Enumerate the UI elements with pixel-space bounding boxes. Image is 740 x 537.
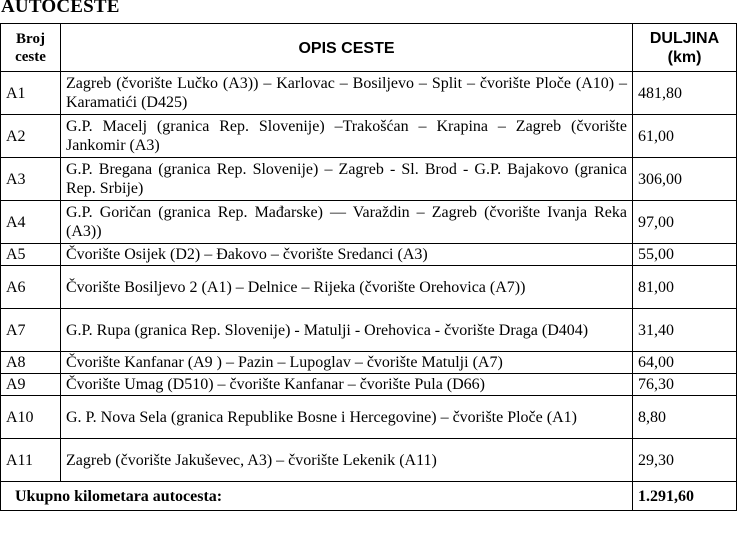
road-length: 31,40 [633, 309, 737, 352]
road-length: 81,00 [633, 266, 737, 309]
road-length: 97,00 [633, 201, 737, 244]
road-code: A2 [1, 115, 61, 158]
table-row [1, 72, 737, 115]
road-description: G.P. Macelj (granica Rep. Slovenije) –Trakošćan – Krapina – Zagreb (čvorište Jankomir (A3) [61, 115, 633, 158]
table-row [1, 201, 737, 244]
table-row [1, 439, 737, 482]
road-description: Čvorište Osijek (D2) – Đakovo – čvorište Sredanci (A3) [61, 244, 633, 266]
road-length: 64,00 [633, 352, 737, 374]
road-description: Čvorište Umag (D510) – čvorište Kanfanar – čvorište Pula (D66) [61, 374, 633, 396]
road-description: G.P. Bregana (granica Rep. Slovenije) – Zagreb - Sl. Brod - G.P. Bajakovo (granica Rep. Srbije) [61, 158, 633, 201]
road-code: A9 [1, 374, 61, 396]
road-length: 76,30 [633, 374, 737, 396]
road-code: A3 [1, 158, 61, 201]
table-row [1, 396, 737, 439]
total-row [1, 482, 737, 511]
header-length-line1: DULJINA [649, 29, 720, 47]
road-code: A7 [1, 309, 61, 352]
road-description: Čvorište Bosiljevo 2 (A1) – Delnice – Rijeka (čvorište Orehovica (A7)) [61, 266, 633, 309]
table-row [1, 352, 737, 374]
road-description: Zagreb (čvorište Lučko (A3)) – Karlovac – Bosiljevo – Split – čvorište Ploče (A10) – Karamatići (D425) [61, 72, 633, 115]
total-label: Ukupno kilometara autocesta: [1, 482, 633, 511]
header-road-number [1, 24, 61, 72]
table-row [1, 266, 737, 309]
road-code: A1 [1, 72, 61, 115]
road-code: A8 [1, 352, 61, 374]
road-length: 8,80 [633, 396, 737, 439]
page-title: AUTOCESTE [1, 0, 120, 17]
total-value: 1.291,60 [633, 482, 737, 511]
header-description: OPIS CESTE [61, 24, 633, 72]
road-length: 61,00 [633, 115, 737, 158]
table-row [1, 158, 737, 201]
road-code: A5 [1, 244, 61, 266]
header-length-line2: (km) [667, 48, 702, 66]
road-length: 29,30 [633, 439, 737, 482]
road-code: A11 [1, 439, 61, 482]
road-code: A6 [1, 266, 61, 309]
road-description: G. P. Nova Sela (granica Republike Bosne i Hercegovine) – čvorište Ploče (A1) [61, 396, 633, 439]
header-road-number-line1: Broj [16, 30, 45, 47]
table-row [1, 374, 737, 396]
road-length: 306,00 [633, 158, 737, 201]
motorways-table [0, 23, 737, 511]
road-description: G.P. Goričan (granica Rep. Mađarske) — Varaždin – Zagreb (čvorište Ivanja Reka (A3)) [61, 201, 633, 244]
table-row [1, 309, 737, 352]
road-description: Čvorište Kanfanar (A9 ) – Pazin – Lupoglav – čvorište Matulji (A7) [61, 352, 633, 374]
road-description: Zagreb (čvorište Jakuševec, A3) – čvorište Lekenik (A11) [61, 439, 633, 482]
road-description: G.P. Rupa (granica Rep. Slovenije) - Matulji - Orehovica - čvorište Draga (D404) [61, 309, 633, 352]
table-row [1, 244, 737, 266]
road-code: A10 [1, 396, 61, 439]
table-row [1, 115, 737, 158]
header-road-number-line2: ceste [15, 48, 46, 65]
road-code: A4 [1, 201, 61, 244]
road-length: 55,00 [633, 244, 737, 266]
road-length: 481,80 [633, 72, 737, 115]
table-header-row [1, 24, 737, 72]
header-length [633, 24, 737, 72]
